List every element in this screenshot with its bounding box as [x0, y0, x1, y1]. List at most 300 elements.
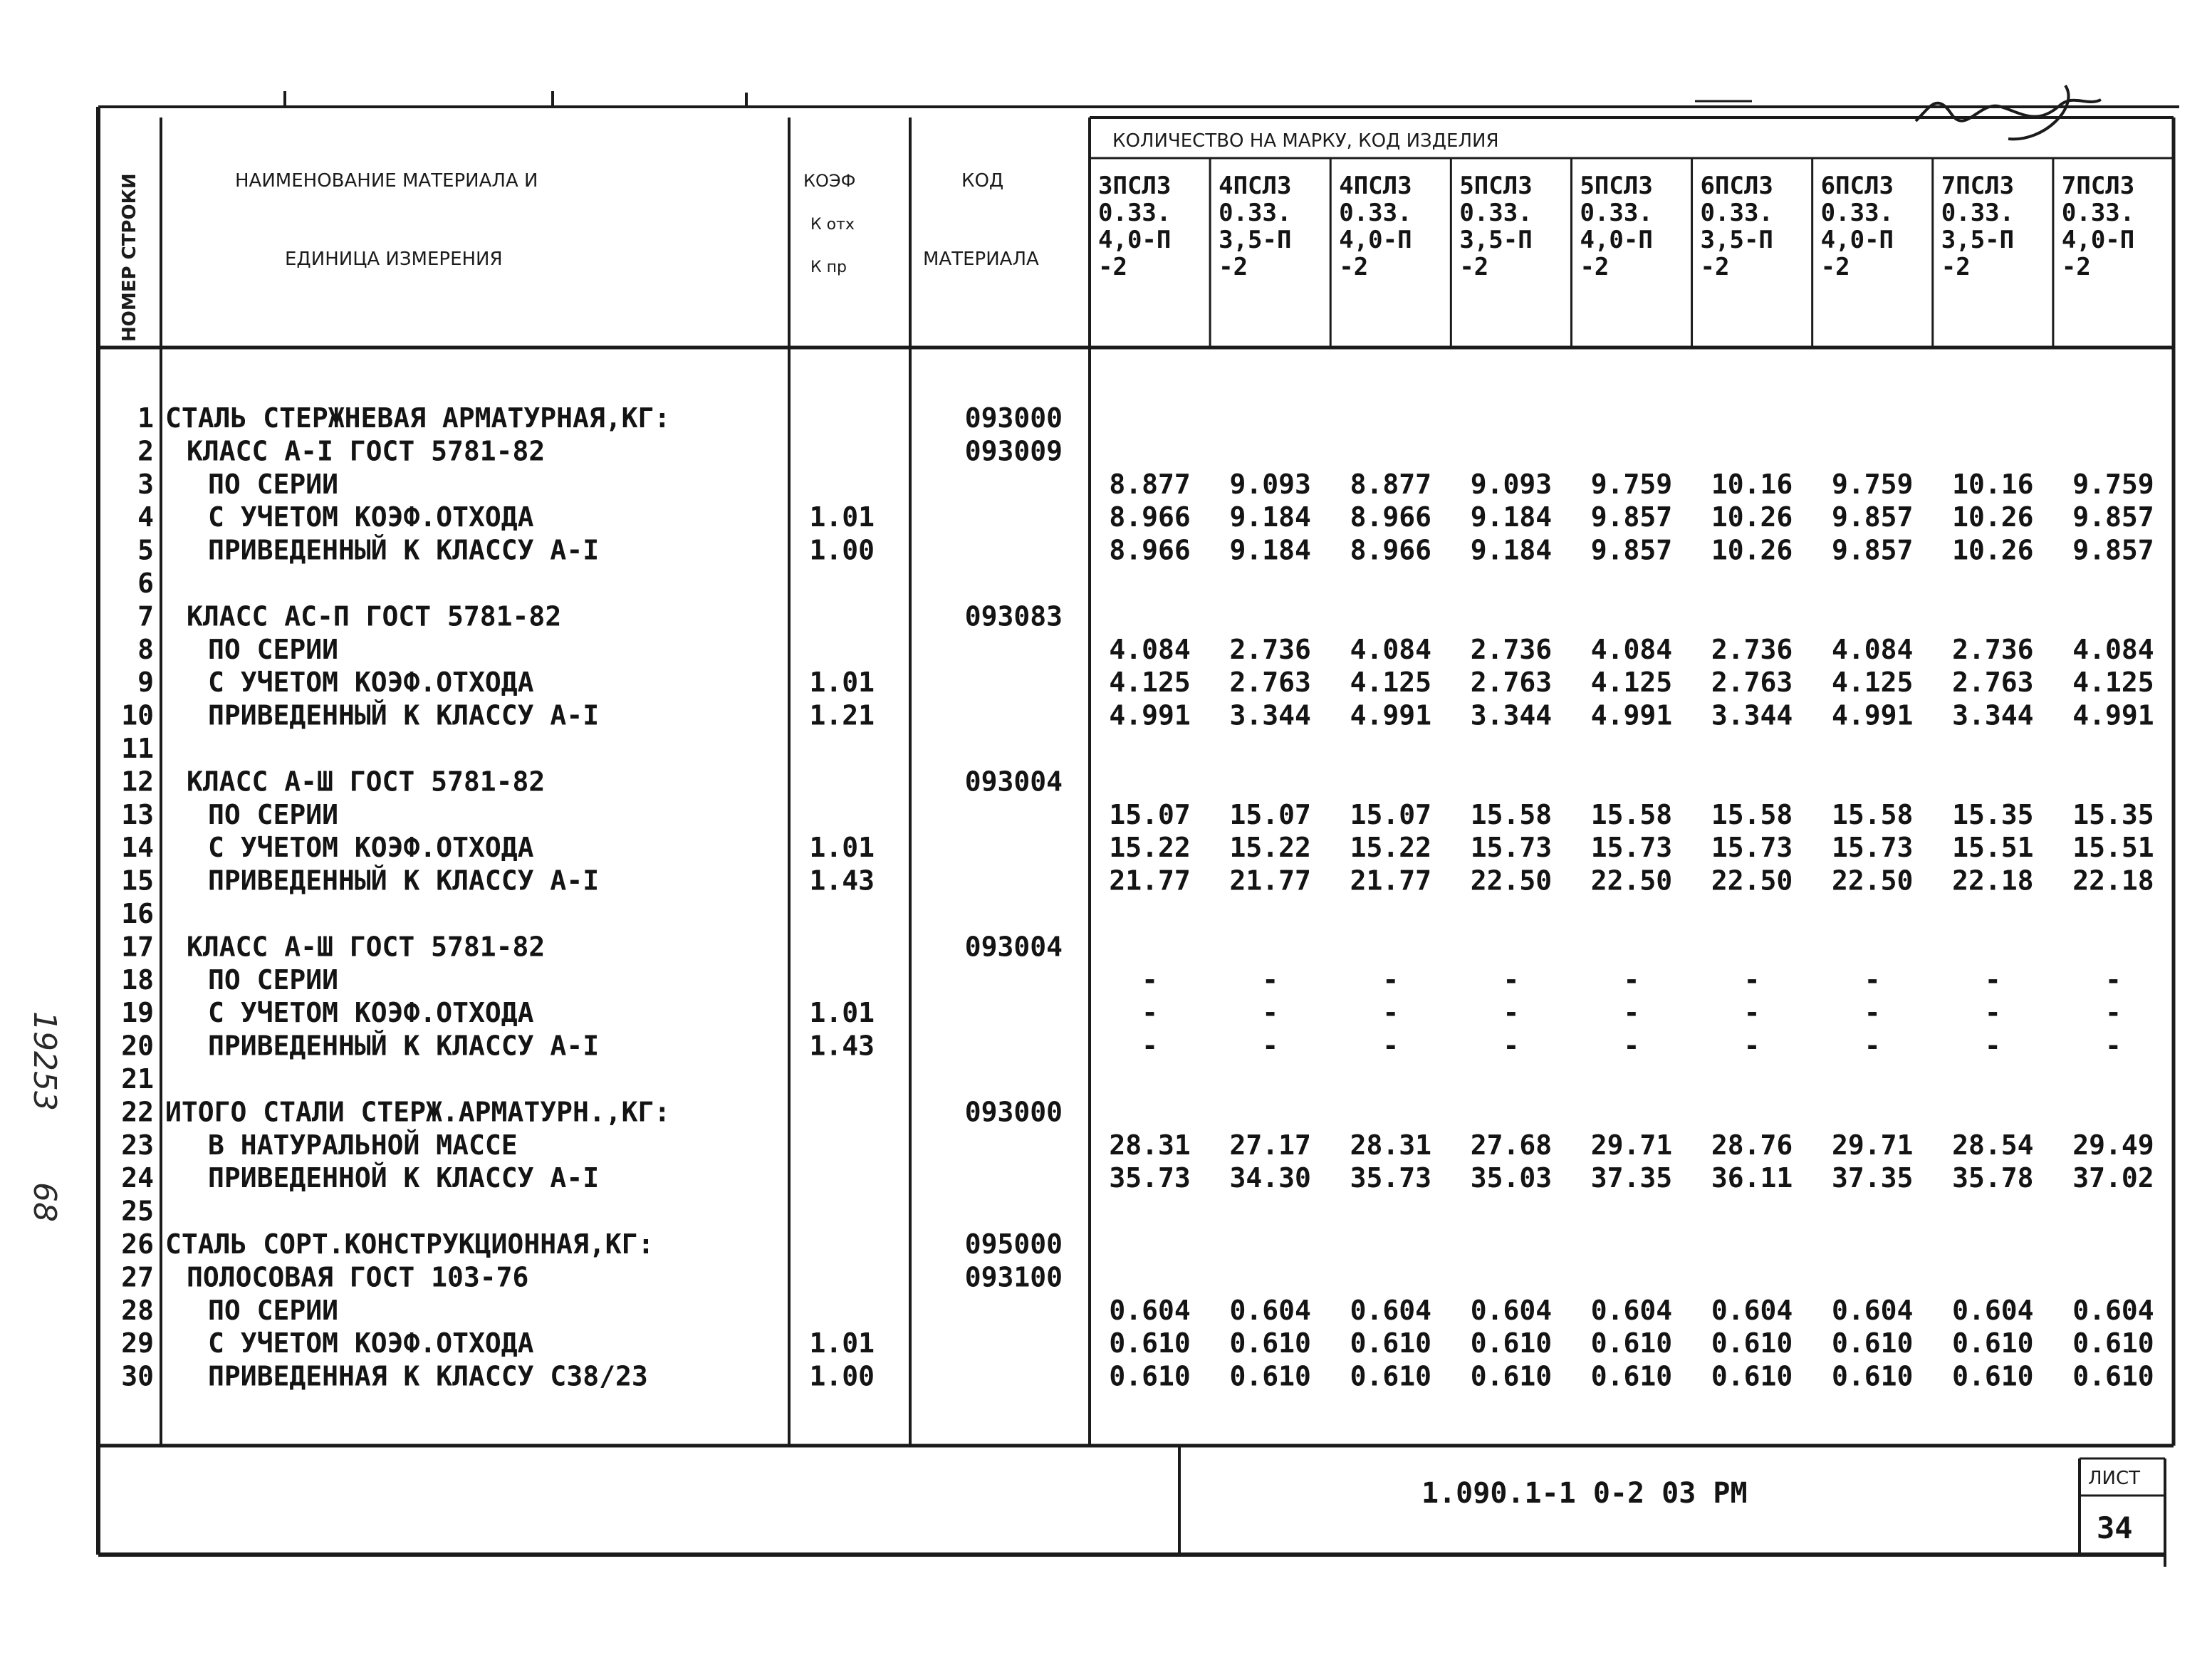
product-column-header — [1941, 172, 2014, 281]
product-code-line: 0.33. — [1219, 199, 1292, 227]
table-row — [137, 435, 1063, 466]
quantity-value: 15.22 — [1109, 832, 1191, 864]
coefficient-value: 1.43 — [809, 865, 875, 897]
quantity-value: 2.763 — [1470, 667, 1553, 699]
table-row — [137, 600, 1063, 632]
row-number: 7 — [137, 600, 154, 632]
table-row — [121, 1030, 2122, 1062]
table-row — [137, 402, 1063, 434]
quantity-value: - — [1743, 964, 1760, 996]
product-column-header — [1339, 172, 1412, 281]
quantity-value: 0.604 — [1832, 1294, 1914, 1326]
quantity-value: 9.759 — [1832, 468, 1914, 500]
material-rows — [121, 402, 2154, 1392]
sheet-number: 34 — [2097, 1510, 2133, 1545]
quantity-value: - — [1382, 964, 1399, 996]
quantity-value: 27.17 — [1229, 1129, 1311, 1161]
quantity-value: - — [1743, 997, 1760, 1029]
product-code-line: -2 — [1219, 253, 1248, 281]
row-number: 6 — [137, 568, 154, 599]
row-number: 24 — [121, 1162, 154, 1194]
quantity-value: 0.610 — [1109, 1360, 1191, 1392]
product-column-header — [1821, 172, 1894, 281]
table-row — [121, 997, 2122, 1028]
quantity-value: 4.084 — [2072, 633, 2154, 665]
coef-header-line1: КОЭФ — [803, 171, 856, 191]
quantity-value: 2.736 — [1711, 633, 1793, 665]
quantity-value: 36.11 — [1711, 1162, 1793, 1194]
quantity-value: 4.991 — [1350, 699, 1431, 731]
quantity-value: 9.093 — [1470, 468, 1553, 500]
quantity-value: 15.73 — [1832, 832, 1914, 864]
table-row — [121, 766, 1063, 797]
row-number: 30 — [121, 1360, 154, 1392]
quantity-value: 8.966 — [1109, 501, 1191, 533]
quantity-value: 35.73 — [1350, 1162, 1431, 1194]
material-name: С УЧЕТОМ КОЭФ.ОТХОДА — [208, 1327, 534, 1359]
quantity-value: 2.763 — [1952, 667, 2034, 699]
quantity-value: 0.604 — [1109, 1294, 1191, 1326]
quantity-value: 29.71 — [1832, 1129, 1914, 1161]
coefficient-value: 1.43 — [809, 1030, 875, 1062]
quantity-value: 34.30 — [1229, 1162, 1311, 1194]
row-number: 1 — [137, 402, 154, 434]
quantity-value: 9.857 — [1832, 501, 1914, 533]
quantity-value: - — [1864, 997, 1881, 1029]
quantity-value: 10.26 — [1952, 534, 2034, 566]
quantity-value: 8.877 — [1350, 468, 1431, 500]
quantity-value: 9.184 — [1470, 501, 1553, 533]
quantity-value: 4.125 — [1350, 667, 1431, 699]
material-code: 093100 — [964, 1261, 1063, 1293]
quantity-value: 10.16 — [1711, 468, 1793, 500]
quantity-value: - — [1864, 964, 1881, 996]
material-name: ПО СЕРИИ — [208, 468, 339, 500]
quantity-value: 35.78 — [1952, 1162, 2034, 1194]
signature-scribble — [1916, 85, 2101, 139]
product-column-header — [1098, 172, 1171, 281]
row-number: 12 — [121, 766, 154, 798]
material-name: В НАТУРАЛЬНОЙ МАССЕ — [208, 1129, 518, 1161]
coefficient-value: 1.00 — [809, 1360, 875, 1392]
quantity-value: 0.610 — [1470, 1327, 1553, 1359]
table-row — [121, 1063, 154, 1095]
quantity-value: 9.184 — [1229, 534, 1311, 566]
row-number: 23 — [121, 1129, 154, 1161]
quantity-value: 0.610 — [1711, 1327, 1793, 1359]
quantity-value: 15.22 — [1229, 832, 1311, 864]
quantity-value: 8.966 — [1109, 534, 1191, 566]
row-number: 4 — [137, 501, 154, 533]
quantity-value: 15.35 — [1952, 798, 2034, 830]
product-code-line: 0.33. — [1098, 199, 1172, 227]
material-name: ПРИВЕДЕННЫЙ К КЛАССУ А-I — [208, 534, 600, 566]
coefficient-value: 1.00 — [809, 534, 875, 566]
coefficient-value: 1.01 — [809, 832, 875, 864]
row-number: 28 — [121, 1294, 154, 1326]
quantity-value: 0.610 — [1109, 1327, 1191, 1359]
quantity-value: 2.763 — [1229, 667, 1311, 699]
material-name: С УЧЕТОМ КОЭФ.ОТХОДА — [208, 667, 534, 699]
table-row — [121, 1327, 2154, 1359]
quantity-value: 10.26 — [1952, 501, 2034, 533]
quantity-value: 8.966 — [1350, 501, 1431, 533]
quantity-value: 0.610 — [1952, 1360, 2034, 1392]
quantity-value: 3.344 — [1470, 699, 1553, 731]
row-number: 14 — [121, 832, 154, 864]
table-row — [121, 964, 2122, 996]
quantity-value: 29.49 — [2072, 1129, 2154, 1161]
quantity-value: 15.22 — [1350, 832, 1431, 864]
quantity-value: - — [2104, 997, 2122, 1029]
quantity-value: 0.604 — [1229, 1294, 1311, 1326]
table-row — [137, 501, 2154, 533]
quantity-value: 0.604 — [1952, 1294, 2034, 1326]
coefficient-value: 1.21 — [809, 699, 875, 731]
quantity-value: - — [1984, 964, 2001, 996]
quantity-value: 15.73 — [1711, 832, 1793, 864]
quantity-value: 4.084 — [1832, 633, 1914, 665]
table-row — [121, 1196, 154, 1227]
quantity-value: 15.51 — [2072, 832, 2154, 864]
coef-header-line3: К пр — [810, 259, 847, 276]
material-name: С УЧЕТОМ КОЭФ.ОТХОДА — [208, 832, 534, 864]
quantity-value: - — [1743, 1030, 1760, 1062]
table-row — [121, 1228, 1063, 1260]
quantity-value: 37.35 — [1590, 1162, 1673, 1194]
table-row — [121, 733, 154, 764]
quantity-value: 0.610 — [1229, 1327, 1311, 1359]
quantity-value: - — [2104, 1030, 2122, 1062]
product-code-line: 3,5-П — [1700, 226, 1773, 254]
quantity-value: 28.76 — [1711, 1129, 1793, 1161]
material-name: ПОЛОСОВАЯ ГОСТ 103-76 — [187, 1261, 529, 1293]
quantity-value: 4.084 — [1350, 633, 1431, 665]
quantity-value: 9.759 — [2072, 468, 2154, 500]
row-number: 21 — [121, 1063, 154, 1095]
row-number: 19 — [121, 997, 154, 1029]
quantity-value: 9.857 — [1590, 501, 1673, 533]
quantity-value: 9.857 — [2072, 501, 2154, 533]
material-name: ПРИВЕДЕННЫЙ К КЛАССУ А-I — [208, 699, 600, 731]
product-code-line: 3,5-П — [1459, 226, 1533, 254]
quantity-value: 0.610 — [1590, 1327, 1673, 1359]
table-row — [137, 568, 154, 599]
product-code-line: 4,0-П — [1339, 226, 1412, 254]
material-name-header-line1: НАИМЕНОВАНИЕ МАТЕРИАЛА И — [235, 170, 538, 192]
quantity-value: 28.31 — [1109, 1129, 1191, 1161]
quantity-value: 29.71 — [1590, 1129, 1673, 1161]
table-row — [137, 535, 2154, 566]
product-code-line: 5ПСЛ3 — [1580, 172, 1653, 200]
quantity-value: 21.77 — [1350, 865, 1431, 897]
quantity-value: - — [1142, 997, 1159, 1029]
quantity-value: 0.610 — [1832, 1360, 1914, 1392]
row-number: 9 — [137, 667, 154, 699]
row-number: 27 — [121, 1261, 154, 1293]
sheet-label: ЛИСТ — [2088, 1468, 2141, 1489]
row-number: 25 — [121, 1195, 154, 1227]
product-code-line: 6ПСЛ3 — [1820, 172, 1894, 200]
quantity-value: - — [2104, 964, 2122, 996]
quantity-value: 0.604 — [1350, 1294, 1431, 1326]
quantity-value: 9.093 — [1229, 468, 1311, 500]
quantity-value: 0.610 — [1711, 1360, 1793, 1392]
row-number: 29 — [121, 1327, 154, 1359]
product-code-line: -2 — [1941, 253, 1971, 281]
quantity-value: 22.50 — [1470, 865, 1553, 897]
product-code-line: 0.33. — [1580, 199, 1653, 227]
quantity-value: 28.54 — [1952, 1129, 2034, 1161]
document-code: 1.090.1-1 0-2 03 РМ — [1421, 1477, 1748, 1510]
row-number: 22 — [121, 1096, 154, 1128]
product-column-header — [2062, 172, 2134, 281]
product-code-line: 3ПСЛ3 — [1098, 172, 1172, 200]
margin-note-number: 19253 — [26, 1011, 63, 1111]
product-code-line: -2 — [1700, 253, 1730, 281]
table-row — [121, 1295, 2154, 1326]
row-number: 16 — [121, 898, 154, 929]
quantity-value: 15.58 — [1711, 798, 1793, 830]
product-code-line: 7ПСЛ3 — [2061, 172, 2135, 200]
table-row — [121, 1096, 1063, 1127]
product-code-line: -2 — [1098, 253, 1127, 281]
row-number: 26 — [121, 1228, 154, 1260]
material-name: СТАЛЬ СТЕРЖНЕВАЯ АРМАТУРНАЯ,КГ: — [165, 402, 671, 434]
material-name: ПО СЕРИИ — [208, 633, 339, 665]
row-number: 8 — [137, 633, 154, 665]
product-code-line: 4ПСЛ3 — [1219, 172, 1292, 200]
material-code: 093004 — [964, 766, 1063, 798]
quantity-value: 15.07 — [1229, 798, 1311, 830]
quantity-value: 15.58 — [1590, 798, 1673, 830]
quantity-value: 4.991 — [1590, 699, 1673, 731]
quantity-value: 4.125 — [2072, 667, 2154, 699]
quantity-value: 22.18 — [2072, 865, 2154, 897]
material-name: С УЧЕТОМ КОЭФ.ОТХОДА — [208, 501, 534, 533]
table-row — [121, 799, 2154, 830]
product-column-header — [1459, 172, 1532, 281]
product-code-line: -2 — [1820, 253, 1850, 281]
coefficient-value: 1.01 — [809, 501, 875, 533]
quantity-value: 27.68 — [1470, 1129, 1553, 1161]
material-code: 095000 — [964, 1228, 1063, 1260]
margin-note-page: 68 — [26, 1182, 63, 1222]
quantity-value: 9.857 — [1590, 534, 1673, 566]
quantity-header-title: КОЛИЧЕСТВО НА МАРКУ, КОД ИЗДЕЛИЯ — [1112, 130, 1499, 152]
quantity-value: 2.736 — [1952, 633, 2034, 665]
row-number: 13 — [121, 798, 154, 830]
product-code-line: 4,0-П — [2061, 226, 2135, 254]
material-name: СТАЛЬ СОРТ.КОНСТРУКЦИОННАЯ,КГ: — [165, 1228, 654, 1260]
quantity-value: 8.966 — [1350, 534, 1431, 566]
quantity-value: 0.604 — [2072, 1294, 2154, 1326]
product-code-headers — [1098, 172, 2134, 281]
quantity-value: 0.610 — [1350, 1360, 1431, 1392]
product-code-line: -2 — [1580, 253, 1610, 281]
quantity-value: 15.58 — [1832, 798, 1914, 830]
quantity-value: 15.35 — [2072, 798, 2154, 830]
quantity-value: 15.51 — [1952, 832, 2034, 864]
quantity-value: - — [1623, 1030, 1640, 1062]
quantity-value: 4.084 — [1590, 633, 1673, 665]
coefficient-value: 1.01 — [809, 667, 875, 699]
row-number: 5 — [137, 534, 154, 566]
quantity-value: 15.07 — [1109, 798, 1191, 830]
quantity-value: 15.73 — [1470, 832, 1553, 864]
quantity-value: 10.26 — [1711, 501, 1793, 533]
product-code-line: 4,0-П — [1580, 226, 1653, 254]
quantity-value: 3.344 — [1952, 699, 2034, 731]
quantity-value: 35.73 — [1109, 1162, 1191, 1194]
material-name: ПО СЕРИИ — [208, 964, 339, 996]
material-code: 093000 — [964, 402, 1063, 434]
quantity-value: 0.610 — [1832, 1327, 1914, 1359]
quantity-value: - — [1503, 997, 1520, 1029]
product-code-line: 4,0-П — [1820, 226, 1894, 254]
row-number: 15 — [121, 865, 154, 897]
quantity-value: 21.77 — [1229, 865, 1311, 897]
quantity-value: 8.877 — [1109, 468, 1191, 500]
quantity-value: - — [1984, 1030, 2001, 1062]
product-code-line: 4ПСЛ3 — [1339, 172, 1412, 200]
row-number: 18 — [121, 964, 154, 996]
quantity-value: 9.857 — [2072, 534, 2154, 566]
table-row — [137, 634, 2154, 665]
row-number: 17 — [121, 931, 154, 963]
quantity-value: 9.857 — [1832, 534, 1914, 566]
product-code-line: 0.33. — [1459, 199, 1533, 227]
material-name: ПО СЕРИИ — [208, 798, 339, 830]
quantity-value: 0.610 — [1470, 1360, 1553, 1392]
code-header-line1: КОД — [961, 170, 1004, 192]
row-number: 20 — [121, 1030, 154, 1062]
quantity-value: 9.184 — [1470, 534, 1553, 566]
table-row — [121, 832, 2154, 863]
quantity-value: 10.26 — [1711, 534, 1793, 566]
material-name: С УЧЕТОМ КОЭФ.ОТХОДА — [208, 997, 534, 1029]
product-column-header — [1580, 172, 1652, 281]
row-number: 2 — [137, 435, 154, 467]
product-code-line: 0.33. — [1820, 199, 1894, 227]
quantity-value: 15.58 — [1470, 798, 1553, 830]
material-code: 093009 — [964, 435, 1063, 467]
table-row — [137, 667, 2154, 698]
material-name: ПРИВЕДЕННАЯ К КЛАССУ С38/23 — [208, 1360, 648, 1392]
quantity-value: 0.610 — [1350, 1327, 1431, 1359]
quantity-value: 2.736 — [1229, 633, 1311, 665]
product-code-line: 6ПСЛ3 — [1700, 172, 1773, 200]
table-row — [121, 1129, 2154, 1161]
coef-header-line2: К отх — [810, 216, 855, 234]
quantity-value: - — [1503, 964, 1520, 996]
quantity-value: 15.73 — [1590, 832, 1673, 864]
quantity-value: 4.991 — [2072, 699, 2154, 731]
quantity-value: 10.16 — [1952, 468, 2034, 500]
material-name: ПО СЕРИИ — [208, 1294, 339, 1326]
quantity-value: 15.07 — [1350, 798, 1431, 830]
quantity-value: 22.50 — [1832, 865, 1914, 897]
product-column-header — [1701, 172, 1773, 281]
material-name: ПРИВЕДЕННЫЙ К КЛАССУ А-I — [208, 865, 600, 897]
quantity-value: 4.125 — [1590, 667, 1673, 699]
material-code: 093004 — [964, 931, 1063, 963]
table-row — [121, 1361, 2154, 1392]
quantity-value: - — [1503, 1030, 1520, 1062]
quantity-value: 0.610 — [2072, 1360, 2154, 1392]
material-code: 093083 — [964, 600, 1063, 632]
product-code-line: 4,0-П — [1098, 226, 1172, 254]
table-row — [121, 1261, 1063, 1293]
material-name-header-line2: ЕДИНИЦА ИЗМЕРЕНИЯ — [285, 249, 503, 270]
quantity-value: 37.02 — [2072, 1162, 2154, 1194]
table-row — [121, 700, 2154, 731]
quantity-value: 2.736 — [1470, 633, 1553, 665]
table-row — [121, 931, 1063, 962]
product-code-line: -2 — [2061, 253, 2091, 281]
coefficient-value: 1.01 — [809, 1327, 875, 1359]
product-code-line: 0.33. — [1941, 199, 2015, 227]
product-code-line: -2 — [1459, 253, 1489, 281]
quantity-value: - — [1262, 964, 1279, 996]
quantity-value: - — [1623, 964, 1640, 996]
quantity-value: 0.610 — [1952, 1327, 2034, 1359]
material-name: ПРИВЕДЕННЫЙ К КЛАССУ А-I — [208, 1030, 600, 1062]
product-code-line: 3,5-П — [1219, 226, 1292, 254]
quantity-value: 35.03 — [1470, 1162, 1553, 1194]
quantity-value: - — [1984, 997, 2001, 1029]
row-number: 3 — [137, 468, 154, 500]
table-row — [121, 865, 2154, 897]
quantity-value: 28.31 — [1350, 1129, 1431, 1161]
material-name: КЛАСС А-I ГОСТ 5781-82 — [187, 435, 546, 467]
quantity-value: 4.125 — [1832, 667, 1914, 699]
quantity-value: - — [1382, 997, 1399, 1029]
product-column-header — [1219, 172, 1291, 281]
quantity-value: - — [1142, 964, 1159, 996]
quantity-value: - — [1262, 1030, 1279, 1062]
quantity-value: 22.50 — [1711, 865, 1793, 897]
quantity-value: 21.77 — [1109, 865, 1191, 897]
quantity-value: 3.344 — [1711, 699, 1793, 731]
product-code-line: 0.33. — [2061, 199, 2135, 227]
top-edge-marks — [98, 91, 2179, 108]
quantity-value: 2.763 — [1711, 667, 1793, 699]
quantity-value: - — [1262, 997, 1279, 1029]
table-row — [121, 1162, 2154, 1194]
product-code-line: 5ПСЛ3 — [1459, 172, 1533, 200]
quantity-value: 4.084 — [1109, 633, 1191, 665]
table-row — [137, 469, 2154, 500]
table-row — [121, 898, 154, 929]
quantity-value: 0.610 — [1229, 1360, 1311, 1392]
material-name: КЛАСС А-Ш ГОСТ 5781-82 — [187, 931, 546, 963]
quantity-value: 4.991 — [1109, 699, 1191, 731]
quantity-value: 0.604 — [1470, 1294, 1553, 1326]
product-code-line: -2 — [1339, 253, 1369, 281]
quantity-value: 4.125 — [1109, 667, 1191, 699]
quantity-value: 0.604 — [1711, 1294, 1793, 1326]
material-name: КЛАСС АС-П ГОСТ 5781-82 — [187, 600, 562, 632]
code-header-line2: МАТЕРИАЛА — [923, 249, 1039, 270]
quantity-value: - — [1142, 1030, 1159, 1062]
product-code-line: 0.33. — [1700, 199, 1773, 227]
coefficient-value: 1.01 — [809, 997, 875, 1029]
material-code: 093000 — [964, 1096, 1063, 1128]
quantity-value: - — [1382, 1030, 1399, 1062]
quantity-value: 37.35 — [1832, 1162, 1914, 1194]
quantity-value: 22.50 — [1590, 865, 1673, 897]
